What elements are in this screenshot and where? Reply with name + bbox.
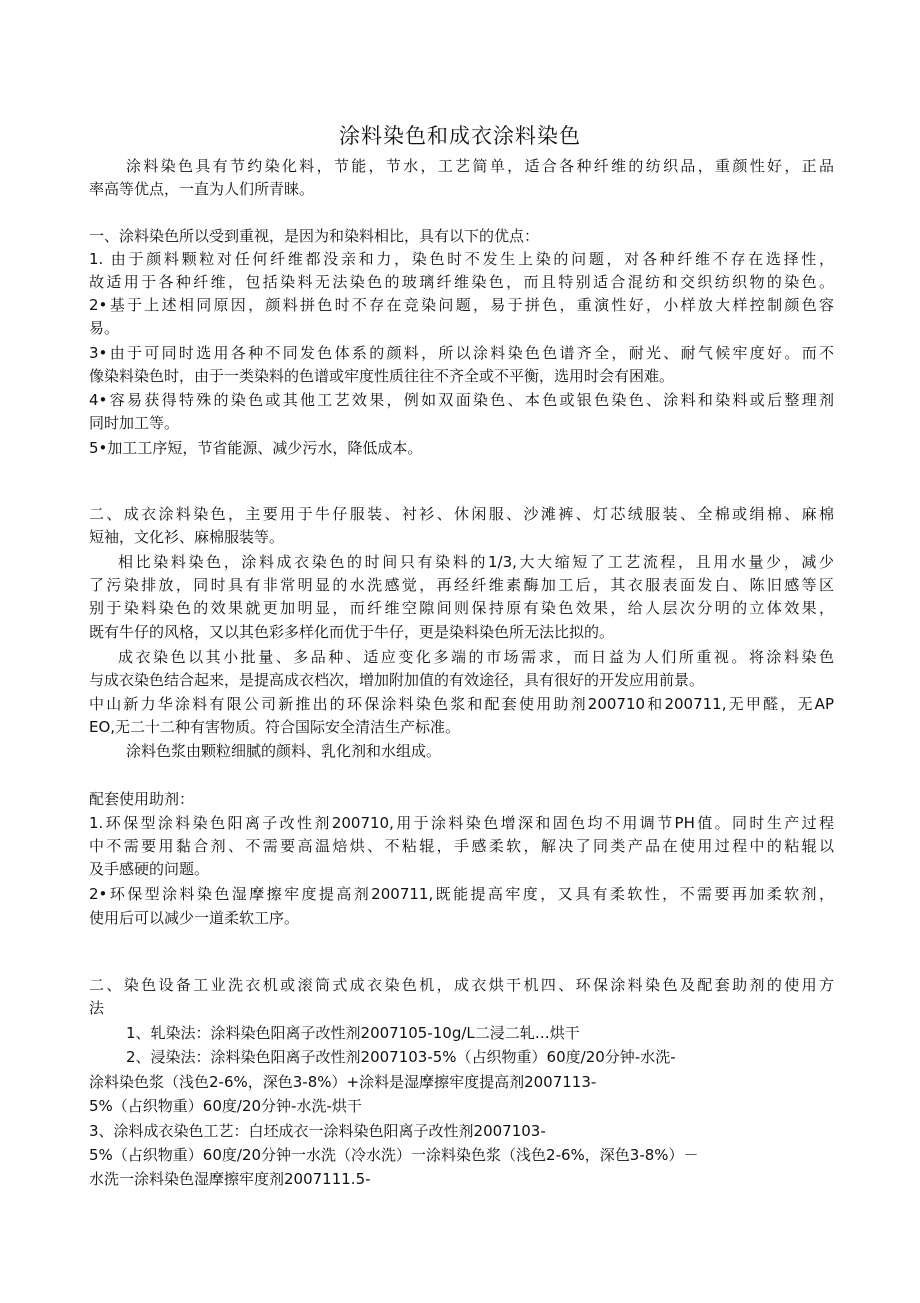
text-line: 1.环保型涂料染色阳离子改性剂200710,用于涂料染色增深和固色均不用调节PH值。同时生产过程 (89, 814, 834, 832)
text-line: 1. 由于颜料颗粒对任何纤维都没亲和力，染色时不发生上染的问题，对各种纤维不存在选择性， (89, 250, 834, 268)
text-line: 使用后可以减少一道柔软工序。 (89, 909, 300, 927)
text-line: 与成衣染色结合起来，是提高成衣档次，增加附加值的有效途径，具有很好的开发应用前景。 (89, 671, 705, 689)
text-line: 了污染排放，同时具有非常明显的水洗感觉，再经纤维素酶加工后，其衣服表面发白、陈旧感等区 (89, 576, 834, 594)
text-line: 2、浸染法：涂料染色阳离子改性剂2007103-5%（占织物重）60度/20分钟-水洗- (126, 1048, 676, 1066)
text-line: EO,无二十二种有害物质。符合国际安全清洁生产标准。 (89, 718, 461, 736)
text-line: 2•基于上述相同原因，颜料拼色时不存在竞染问题，易于拼色，重演性好，小样放大样控制颜色容 (89, 296, 834, 314)
text-line: 涂料染色具有节约染化料，节能，节水，工艺简单，适合各种纤维的纺织品，重颜性好，正品 (126, 157, 834, 175)
document-title: 涂料染色和成衣涂料染色 (339, 124, 581, 148)
text-line: 3、涂料成衣染色工艺：白坯成衣一涂料染色阳离子改性剂2007103- (89, 1122, 546, 1140)
text-line: 1、轧染法：涂料染色阳离子改性剂2007105-10g/L二浸二轧…烘干 (126, 1024, 580, 1042)
text-line: 别于染料染色的效果就更加明显，而纤维空隙间则保持原有染色效果，给人层次分明的立体效果， (89, 599, 834, 617)
text-line: 易。 (89, 319, 120, 337)
text-line: 像染料染色时，由于一类染料的色谱或牢度性质往往不齐全或不平衡，选用时会有困难。 (89, 367, 675, 385)
text-line: 相比染料染色，涂料成衣染色的时间只有染料的1/3,大大缩短了工艺流程，且用水量少，减少 (118, 553, 834, 571)
text-line: 故适用于各种纤维，包括染料无法染色的玻璃纤维染色，而且特别适合混纺和交织纺织物的染色。 (89, 273, 834, 291)
section-heading: 二、染色设备工业洗衣机或滚筒式成衣染色机，成衣烘干机四、环保涂料染色及配套助剂的使用方 (89, 976, 834, 994)
text-line: 中不需要用黏合剂、不需要高温焙烘、不粘辊，手感柔软，解决了同类产品在使用过程中的粘辊以 (89, 837, 834, 855)
text-line: 法 (89, 999, 105, 1017)
text-line: 短袖，文化衫、麻棉服装等。 (89, 528, 285, 546)
section-heading: 二、成衣涂料染色，主要用于牛仔服装、衬衫、休闲服、沙滩裤、灯芯绒服装、全棉或绢棉、麻棉 (89, 505, 834, 523)
text-line: 既有牛仔的风格，又以其色彩多样化而优于牛仔，更是染料染色所无法比拟的。 (89, 623, 615, 641)
text-line: 5%（占织物重）60度/20分钟一水洗（冷水洗）一涂料染色浆（浅色2-6%，深色3-8%）－ (89, 1146, 699, 1164)
section-heading: 一、涂料染色所以受到重视，是因为和染料相比，具有以下的优点： (89, 227, 540, 245)
section-heading: 配套使用助剂： (89, 790, 195, 808)
text-line: 同时加工等。 (89, 414, 180, 432)
text-line: 3•由于可同时选用各种不同发色体系的颜料，所以涂料染色色谱齐全，耐光、耐气候牢度好。而不 (89, 344, 834, 362)
text-line: 2•环保型涂料染色湿摩擦牢度提高剂200711,既能提高牢度，又具有柔软性，不需要再加柔软剂， (89, 885, 834, 903)
text-line: 成衣染色以其小批量、多品种、适应变化多端的市场需求，而日益为人们所重视。将涂料染色 (118, 648, 834, 666)
text-line: 及手感硬的问题。 (89, 860, 210, 878)
text-line: 5%（占织物重）60度/20分钟-水洗-烘干 (89, 1097, 362, 1115)
text-line: 4•容易获得特殊的染色或其他工艺效果，例如双面染色、本色或银色染色、涂料和染料或后整理剂 (89, 391, 834, 409)
text-line: 水洗一涂料染色湿摩擦牢度剂2007111.5- (89, 1170, 371, 1188)
text-line: 涂料色浆由颗粒细腻的颜料、乳化剂和水组成。 (126, 742, 442, 760)
text-line: 率高等优点，一直为人们所青睐。 (89, 180, 315, 198)
text-line: 涂料染色浆（浅色2-6%，深色3-8%）+涂料是湿摩擦牢度提高剂2007113- (89, 1073, 597, 1091)
text-line: 5•加工工序短，节省能源、减少污水，降低成本。 (89, 439, 423, 457)
text-line: 中山新力华涂料有限公司新推出的环保涂料染色浆和配套使用助剂200710和200711,无甲醛，无AP (89, 695, 834, 713)
